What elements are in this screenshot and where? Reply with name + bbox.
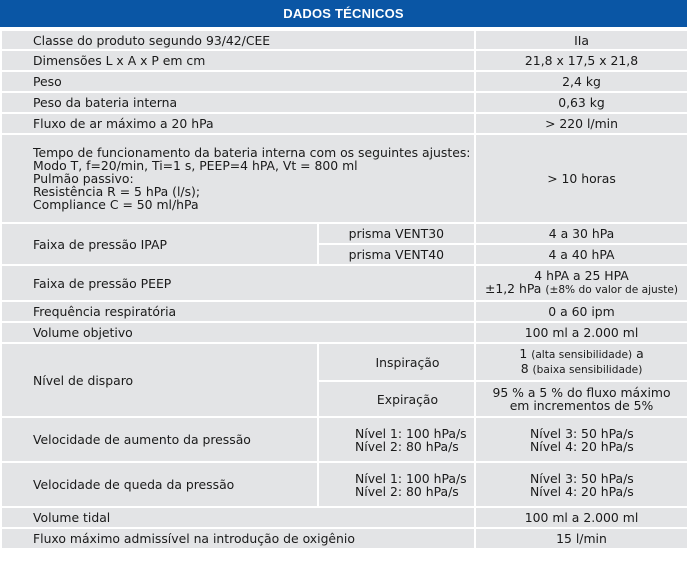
row-label: Dimensões L x A x P em cm — [1, 50, 475, 71]
level-1: Nível 1: 100 hPa/s — [355, 470, 467, 486]
table-row — [1, 301, 687, 322]
table-row — [1, 265, 687, 301]
peep-tolerance: ±1,2 hPa (±8% do valor de ajuste) — [484, 281, 679, 296]
table-row — [1, 30, 687, 50]
table-title: DADOS TÉCNICOS — [283, 6, 404, 21]
row-label: Volume objetivo — [1, 322, 475, 343]
row-value: 4 a 40 hPA — [475, 244, 687, 265]
table-row — [1, 92, 687, 113]
inspiration-max: 8 (baixa sensibilidade) — [520, 361, 643, 376]
level-cell — [318, 417, 475, 462]
row-value — [475, 381, 687, 417]
inspiration-min: 1 (alta sensibilidade) a — [519, 346, 644, 361]
table-row — [1, 322, 687, 343]
level-3: Nível 3: 50 hPa/s — [530, 425, 634, 441]
row-value: 15 l/min — [475, 528, 687, 549]
row-label: Peso da bateria interna — [1, 92, 475, 113]
table-row — [1, 528, 687, 549]
row-value: 2,4 kg — [475, 71, 687, 92]
row-label: Classe do produto segundo 93/42/CEE — [1, 30, 475, 50]
trigger-type-label: Expiração — [318, 381, 475, 417]
technical-data-table — [0, 29, 687, 550]
table-row — [1, 507, 687, 528]
table-row — [1, 134, 687, 223]
level-cell — [475, 462, 687, 507]
table-row — [1, 50, 687, 71]
row-label — [1, 134, 475, 223]
row-value: > 220 l/min — [475, 113, 687, 134]
row-label: Nível de disparo — [1, 343, 318, 417]
table-row — [1, 417, 687, 462]
trigger-type-label: Inspiração — [318, 343, 475, 381]
row-label: Volume tidal — [1, 507, 475, 528]
level-cell — [475, 417, 687, 462]
battery-condition-line: Modo T, f=20/min, Ti=1 s, PEEP=4 hPA, Vt = 800 ml — [33, 158, 358, 173]
battery-condition-line: Pulmão passivo: — [33, 171, 134, 186]
row-label: Fluxo máximo admissível na introdução de oxigênio — [1, 528, 475, 549]
row-label: Velocidade de aumento da pressão — [1, 417, 318, 462]
model-label: prisma VENT30 — [318, 223, 475, 244]
row-value: 100 ml a 2.000 ml — [475, 322, 687, 343]
row-label: Faixa de pressão IPAP — [1, 223, 318, 265]
peep-range: 4 hPA a 25 HPA — [534, 268, 629, 283]
row-label: Fluxo de ar máximo a 20 hPa — [1, 113, 475, 134]
battery-condition-line: Tempo de funcionamento da bateria interna com os seguintes ajustes: — [33, 145, 471, 160]
level-cell — [318, 462, 475, 507]
row-label: Velocidade de queda da pressão — [1, 462, 318, 507]
row-value: IIa — [475, 30, 687, 50]
table-row — [1, 113, 687, 134]
level-4: Nível 4: 20 hPa/s — [530, 483, 634, 499]
row-value: 0,63 kg — [475, 92, 687, 113]
battery-condition-line: Resistência R = 5 hPa (l/s); — [33, 184, 201, 199]
row-label: Frequência respiratória — [1, 301, 475, 322]
row-value: > 10 horas — [475, 134, 687, 223]
row-value — [475, 265, 687, 301]
level-3: Nível 3: 50 hPa/s — [530, 470, 634, 486]
model-label: prisma VENT40 — [318, 244, 475, 265]
expiration-range: 95 % a 5 % do fluxo máximo — [492, 385, 671, 400]
row-value: 0 a 60 ipm — [475, 301, 687, 322]
expiration-increment: em incrementos de 5% — [509, 398, 654, 413]
table-row — [1, 462, 687, 507]
row-value: 4 a 30 hPa — [475, 223, 687, 244]
table-row — [1, 343, 687, 381]
level-1: Nível 1: 100 hPa/s — [355, 425, 467, 441]
level-4: Nível 4: 20 hPa/s — [530, 438, 634, 454]
level-2: Nível 2: 80 hPa/s — [355, 438, 459, 454]
row-label: Faixa de pressão PEEP — [1, 265, 475, 301]
row-value — [475, 343, 687, 381]
table-header — [0, 0, 687, 27]
row-value: 100 ml a 2.000 ml — [475, 507, 687, 528]
table-row — [1, 223, 687, 244]
table-row — [1, 71, 687, 92]
row-label: Peso — [1, 71, 475, 92]
level-2: Nível 2: 80 hPa/s — [355, 483, 459, 499]
battery-condition-line: Compliance C = 50 ml/hPa — [33, 197, 199, 212]
row-value: 21,8 x 17,5 x 21,8 — [475, 50, 687, 71]
